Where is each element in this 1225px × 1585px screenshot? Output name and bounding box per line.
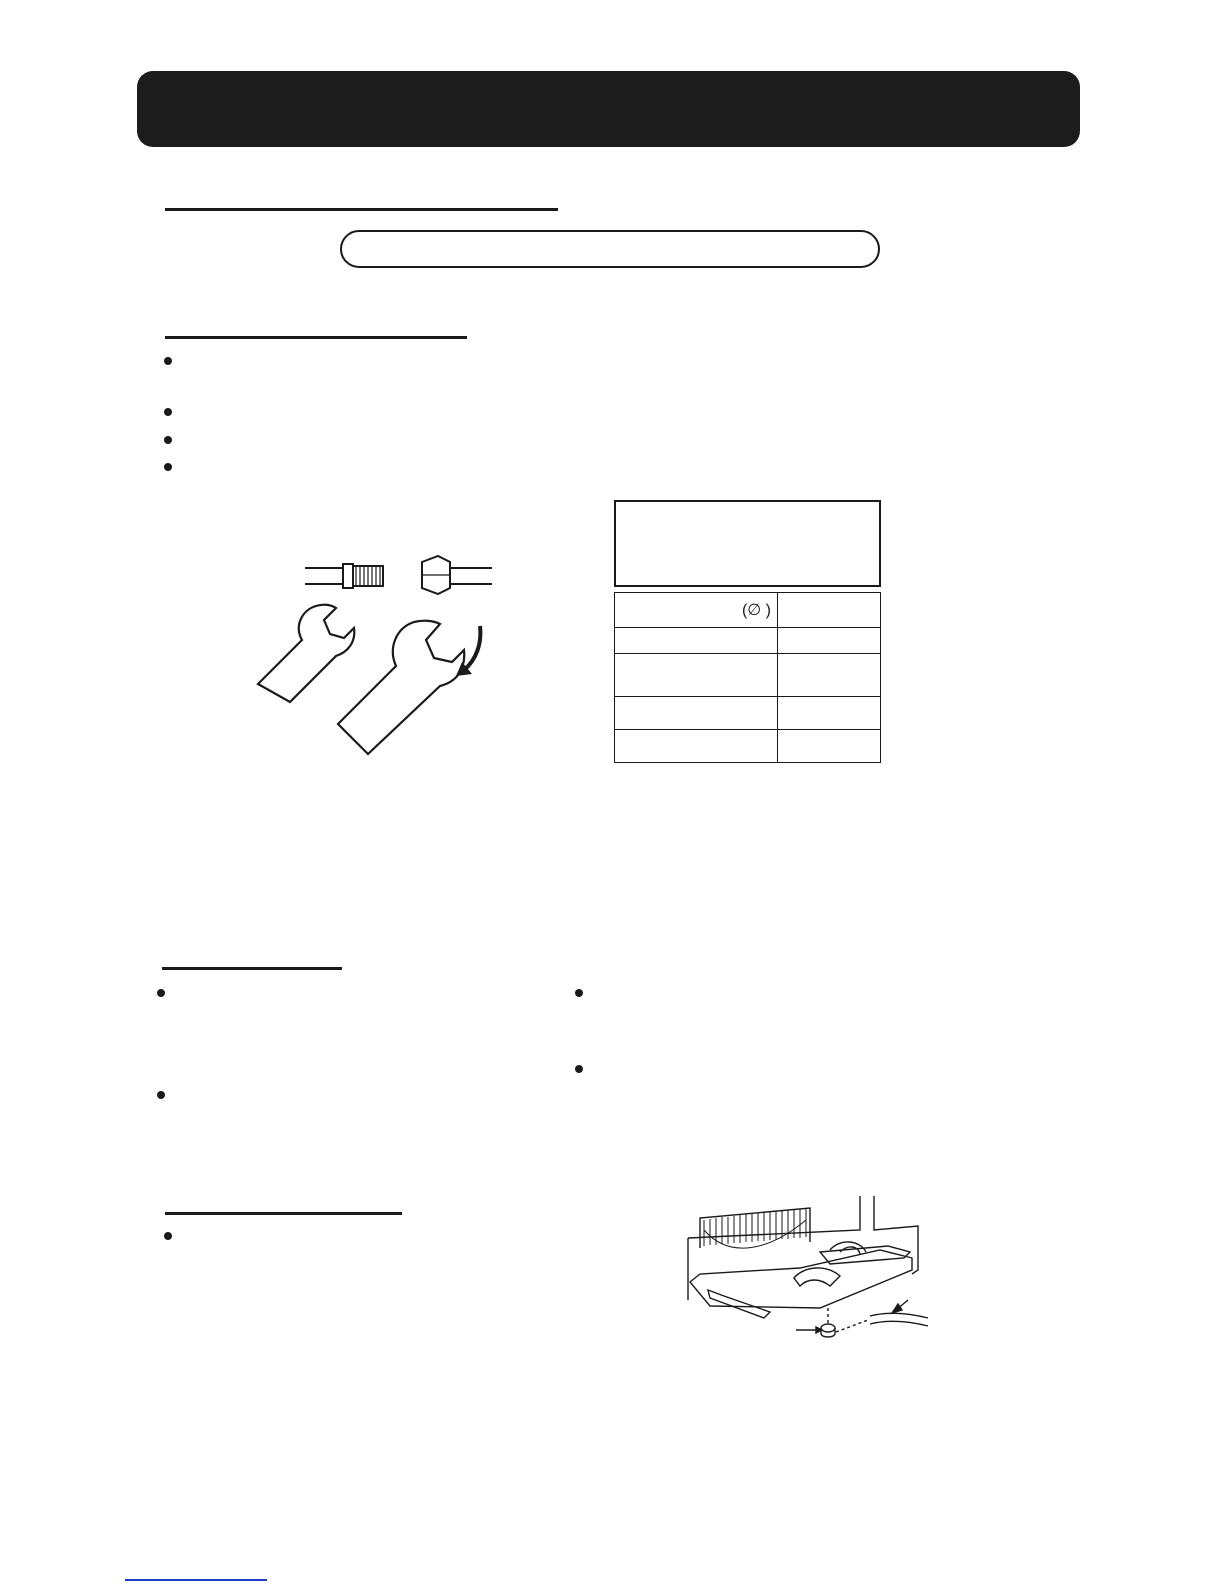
torque-info-box	[614, 500, 881, 587]
table-cell	[615, 697, 778, 730]
table-header-row	[615, 593, 881, 628]
notice-pill	[340, 230, 880, 268]
bullet-dot	[164, 436, 172, 444]
table-row	[615, 628, 881, 654]
table-row	[615, 730, 881, 763]
bullet-dot	[157, 1091, 165, 1099]
section4-underline	[165, 1212, 402, 1215]
wrench-icon	[338, 621, 464, 754]
table-cell	[778, 697, 881, 730]
grille	[704, 1208, 806, 1248]
bullet-dot	[164, 1232, 172, 1240]
pipe-nut-icon	[305, 556, 492, 594]
drain-fitting-illustration	[680, 1190, 940, 1350]
table-row	[615, 697, 881, 730]
table-cell	[778, 628, 881, 654]
section3-underline	[162, 967, 342, 970]
table-header-cell: (∅ )	[615, 593, 778, 628]
bullet-dot	[575, 1065, 583, 1073]
footer-link-underline[interactable]	[125, 1579, 267, 1581]
bullet-dot	[164, 463, 172, 471]
bullet-dot	[164, 357, 172, 365]
section2-underline	[165, 336, 467, 339]
bullet-dot	[157, 989, 165, 997]
bullet-dot	[164, 408, 172, 416]
wrench-icon	[258, 605, 354, 702]
torque-table	[614, 592, 881, 763]
table-cell	[778, 730, 881, 763]
table-row	[615, 654, 881, 697]
table-cell	[615, 628, 778, 654]
table-cell	[778, 654, 881, 697]
table-cell	[615, 730, 778, 763]
table-cell	[615, 654, 778, 697]
section1-underline	[165, 208, 558, 211]
wrench-illustration	[250, 548, 510, 758]
rotation-arrow-icon	[464, 626, 480, 670]
bullet-dot	[575, 989, 583, 997]
page-banner	[137, 71, 1080, 147]
table-header-cell	[778, 593, 881, 628]
